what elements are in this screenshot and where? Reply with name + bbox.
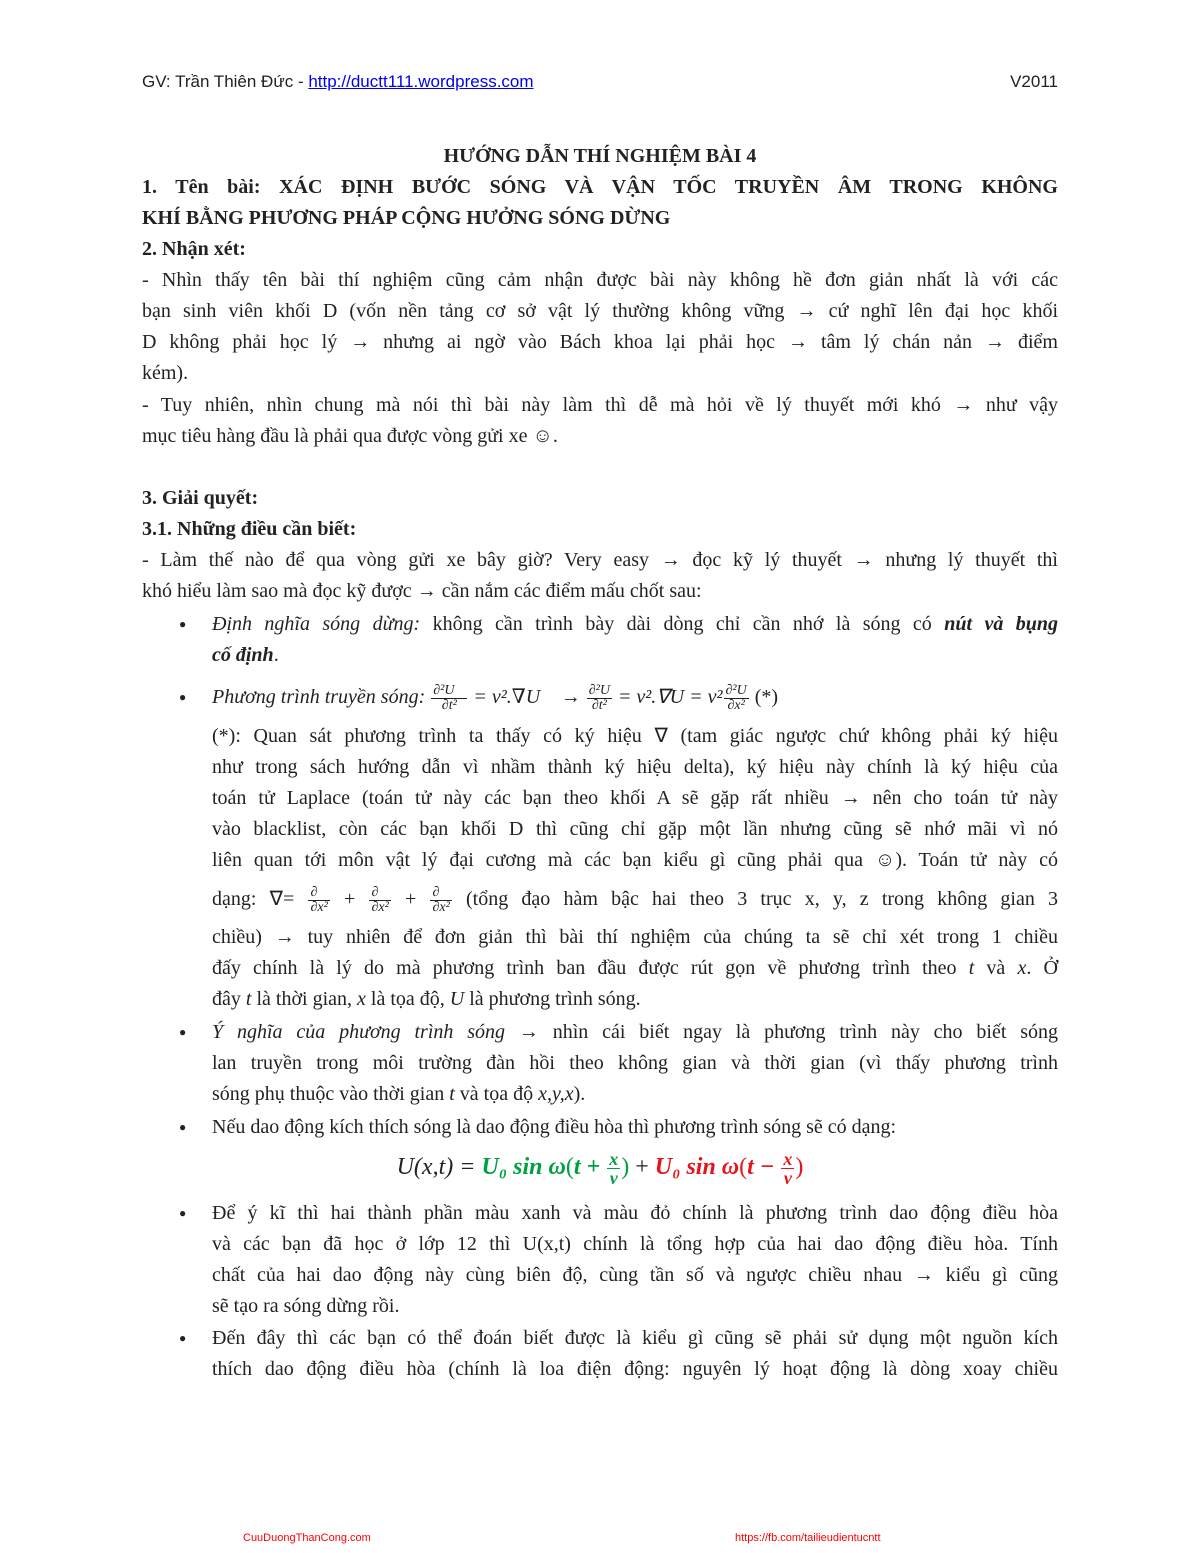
text: + xyxy=(629,1154,655,1180)
text: toán tử Laplace (toán tử này các bạn theo khối A sẽ gặp rất nhiều → nên cho toán tử này xyxy=(212,787,1058,809)
text: liên quan tới môn vật lý đại cương mà các bạn kiểu gì cũng phải qua ☺). Toán tử này có xyxy=(212,849,1058,871)
bullet-item xyxy=(179,683,1058,713)
text: thích dao động điều hòa (chính là loa điện động: nguyên lý hoạt động là dòng xoay chiều xyxy=(212,1358,1058,1380)
text-line xyxy=(212,1356,1058,1382)
fraction-denominator: ∂t² xyxy=(431,698,467,713)
fraction-numerator: ∂ xyxy=(310,885,318,900)
text: → nhìn cái biết ngay là phương trình này cho biết sóng xyxy=(505,1021,1058,1043)
text-line xyxy=(212,723,1058,749)
fraction-denominator: ∂x² xyxy=(724,698,749,713)
bullet-icon: ● xyxy=(179,1206,187,1220)
fraction-denominator: ∂t² xyxy=(587,698,612,713)
emphasized-text: cố định xyxy=(212,644,274,666)
text: ) xyxy=(621,1154,630,1180)
fraction-denominator: ∂x² xyxy=(432,900,450,915)
emphasized-text: t xyxy=(968,957,975,979)
bullet-icon: ● xyxy=(179,1025,187,1039)
text-line xyxy=(212,1050,1058,1076)
text-line xyxy=(142,547,1058,573)
text: (*): Quan sát phương trình ta thấy có ký hiệu ∇ (tam giác ngược chứ không phải ký hiệu xyxy=(212,725,1058,747)
text-line xyxy=(212,816,1058,842)
emphasized-text: HƯỚNG DẪN THÍ NGHIỆM BÀI 4 xyxy=(443,145,757,167)
emphasized-text: 1. Tên bài: XÁC ĐỊNH BƯỚC SÓNG VÀ VẬN TỐC TRUYỀN ÂM TRONG KHÔNG xyxy=(142,176,1058,198)
emphasized-text: = v².∇U⃗ → xyxy=(468,686,586,709)
emphasized-text: x,y,x xyxy=(538,1083,574,1105)
bullet-icon: ● xyxy=(179,1120,187,1134)
text-line xyxy=(142,485,1058,511)
text-line xyxy=(212,986,1058,1012)
text-line xyxy=(212,885,1059,915)
text-line xyxy=(212,924,1058,950)
bullet-icon: ● xyxy=(179,1331,187,1345)
text: và tọa độ xyxy=(454,1083,539,1105)
text: lan truyền trong môi trường đàn hồi theo không gian và thời gian (vì thấy phương trình xyxy=(212,1052,1058,1074)
text-line xyxy=(212,1293,1058,1319)
bullet-item xyxy=(179,1114,1058,1140)
fraction xyxy=(724,684,749,713)
text: như trong sách hướng dẫn vì nhầm thành ký hiệu delta), ký hiệu này chính là ký hiệu của xyxy=(212,756,1058,778)
text-line xyxy=(142,174,1058,200)
emphasized-text: nút và bụng xyxy=(944,613,1058,635)
emphasized-text: 3.1. Những điều cần biết: xyxy=(142,518,357,540)
emphasized-text: x xyxy=(357,988,366,1010)
text-line xyxy=(212,1231,1058,1257)
text-line xyxy=(142,329,1058,355)
footer-left[interactable]: CuuDuongThanCong.com xyxy=(243,1532,371,1544)
text: bạn sinh viên khối D (vốn nền tảng cơ sở vật lý thường không vững → cứ nghĩ lên đại học khối xyxy=(142,300,1058,322)
text: sóng phụ thuộc vào thời gian xyxy=(212,1083,450,1105)
fraction-denominator: v xyxy=(607,1168,620,1187)
text-line xyxy=(142,392,1058,418)
text-line xyxy=(212,1262,1058,1288)
emphasized-text: 2. Nhận xét: xyxy=(142,238,246,260)
text: - Tuy nhiên, nhìn chung mà nói thì bài này làm thì dễ mà hỏi về lý thuyết mới khó → như vậy xyxy=(142,394,1058,416)
text: Để ý kĩ thì hai thành phần màu xanh và màu đỏ chính là phương trình dao động điều hòa xyxy=(212,1202,1058,1224)
fraction-numerator: ∂ xyxy=(371,885,379,900)
emphasized-text: x xyxy=(1017,957,1027,979)
text: + xyxy=(330,888,369,911)
text: và xyxy=(974,957,1018,979)
emphasized-text: U₀ sin ω xyxy=(654,1154,740,1180)
bullet-icon: ● xyxy=(179,617,187,631)
page-header-author xyxy=(142,72,534,92)
blog-link[interactable]: http://ductt111.wordpress.com xyxy=(308,72,534,91)
emphasized-text: 3. Giải quyết: xyxy=(142,487,259,509)
fraction xyxy=(308,886,329,915)
fraction xyxy=(607,1150,620,1187)
emphasized-text: t − xyxy=(747,1154,781,1180)
text-line xyxy=(142,516,1058,542)
fraction-numerator: ∂ xyxy=(432,885,440,900)
fraction xyxy=(781,1150,794,1187)
text-line xyxy=(142,423,1058,449)
emphasized-text: Ý nghĩa của phương trình sóng xyxy=(212,1021,506,1043)
fraction xyxy=(587,684,612,713)
text: là tọa độ, xyxy=(365,988,450,1010)
bullet-item xyxy=(179,1200,1058,1226)
text: là thời gian, xyxy=(251,988,358,1010)
fraction-numerator: ∂²U xyxy=(725,683,747,698)
text: đấy chính là lý do mà phương trình ban đầu được rút gọn về phương trình theo xyxy=(212,957,969,979)
emphasized-text: Phương trình truyền sóng: xyxy=(212,686,431,709)
text-line xyxy=(142,143,1058,169)
text: ) xyxy=(795,1154,804,1180)
text: . xyxy=(273,644,279,666)
text: mục tiêu hàng đầu là phải qua được vòng gửi xe ☺. xyxy=(142,425,558,447)
fraction-numerator: x xyxy=(609,1148,619,1169)
text: - Nhìn thấy tên bài thí nghiệm cũng cảm nhận được bài này không hề đơn giản nhất là với các xyxy=(142,269,1058,291)
text-line xyxy=(212,955,1058,981)
text-line xyxy=(142,205,1058,231)
emphasized-text: U(x,t) = xyxy=(396,1154,482,1180)
wave-equation xyxy=(142,1147,1058,1187)
text-line xyxy=(212,754,1058,780)
text: Nếu dao động kích thích sóng là dao động điều hòa thì phương trình sóng sẽ có dạng: xyxy=(212,1116,897,1138)
text-line xyxy=(142,267,1058,293)
text: + xyxy=(391,888,430,911)
text: ( xyxy=(565,1154,574,1180)
emphasized-text: KHÍ BẰNG PHƯƠNG PHÁP CỘNG HƯỞNG SÓNG DỪNG xyxy=(142,207,671,229)
emphasized-text: = v².∇U = v² xyxy=(612,686,723,709)
bullet-item xyxy=(179,1019,1058,1045)
text: dạng: ∇= xyxy=(212,888,308,911)
emphasized-text: U₀ sin ω xyxy=(481,1154,566,1180)
fraction-denominator: ∂x² xyxy=(310,900,328,915)
text: là phương trình sóng. xyxy=(464,988,641,1010)
fraction-denominator: v xyxy=(781,1168,794,1187)
fraction xyxy=(431,684,467,713)
text: chất của hai dao động này cùng biên độ, cùng tần số và ngược chiều nhau → kiểu gì cũng xyxy=(212,1264,1058,1286)
text: ( xyxy=(739,1154,748,1180)
text-line xyxy=(142,578,1058,604)
text: sẽ tạo ra sóng dừng rồi. xyxy=(212,1295,400,1317)
text: (*) xyxy=(749,686,779,709)
text: - Làm thế nào để qua vòng gửi xe bây giờ? Very easy → đọc kỹ lý thuyết → nhưng lý thuyết thì xyxy=(142,549,1058,571)
text-line xyxy=(212,1081,1058,1107)
text: kém). xyxy=(142,362,189,384)
text-line xyxy=(212,847,1058,873)
text: ). xyxy=(573,1083,586,1105)
bullet-item xyxy=(179,1325,1058,1351)
text: D không phải học lý → nhưng ai ngờ vào Bách khoa lại phải học → tâm lý chán nản → điểm xyxy=(142,331,1058,353)
bullet-icon: ● xyxy=(179,690,187,704)
emphasized-text: t + xyxy=(573,1154,607,1180)
emphasized-text: U xyxy=(449,988,465,1010)
text: đây xyxy=(212,988,246,1010)
emphasized-text: t xyxy=(449,1083,455,1105)
fraction-numerator: ∂²U⃗ xyxy=(433,683,466,698)
author-name: GV: Trần Thiên Đức - xyxy=(142,72,309,91)
emphasized-text: t xyxy=(245,988,252,1010)
fraction-numerator: x xyxy=(783,1148,793,1169)
text: vào blacklist, còn các bạn khối D thì cũng chỉ gặp một lần nhưng cũng sẽ nhớ mãi vì nó xyxy=(212,818,1058,840)
text: Đến đây thì các bạn có thể đoán biết được là kiểu gì cũng sẽ phải sử dụng một nguồn kích xyxy=(212,1327,1058,1349)
text: . Ở xyxy=(1026,957,1058,979)
text: khó hiểu làm sao mà đọc kỹ được → cần nắm các điểm mấu chốt sau: xyxy=(142,580,702,602)
text-line xyxy=(142,298,1058,324)
text-line xyxy=(142,360,1058,386)
fraction xyxy=(369,886,390,915)
version-label: V2011 xyxy=(1010,72,1058,91)
text: chiều) → tuy nhiên để đơn giản thì bài thí nghiệm của chúng ta sẽ chỉ xét trong 1 chiều xyxy=(212,926,1058,948)
emphasized-text: Định nghĩa sóng dừng: xyxy=(212,613,421,635)
fraction-numerator: ∂²U xyxy=(588,683,610,698)
footer-right[interactable]: https://fb.com/tailieudientucntt xyxy=(735,1532,881,1544)
bullet-item xyxy=(179,611,1058,637)
text: không cần trình bày dài dòng chỉ cần nhớ là sóng có xyxy=(420,613,945,635)
text-line xyxy=(212,785,1058,811)
text-line xyxy=(142,236,1058,262)
text: (tổng đạo hàm bậc hai theo 3 trục x, y, z trong không gian 3 xyxy=(452,888,1059,911)
fraction-denominator: ∂x² xyxy=(371,900,389,915)
text-line xyxy=(212,642,1058,668)
fraction xyxy=(430,886,451,915)
text: và các bạn đã học ở lớp 12 thì U(x,t) chính là tổng hợp của hai dao động điều hòa. Tính xyxy=(212,1233,1058,1255)
